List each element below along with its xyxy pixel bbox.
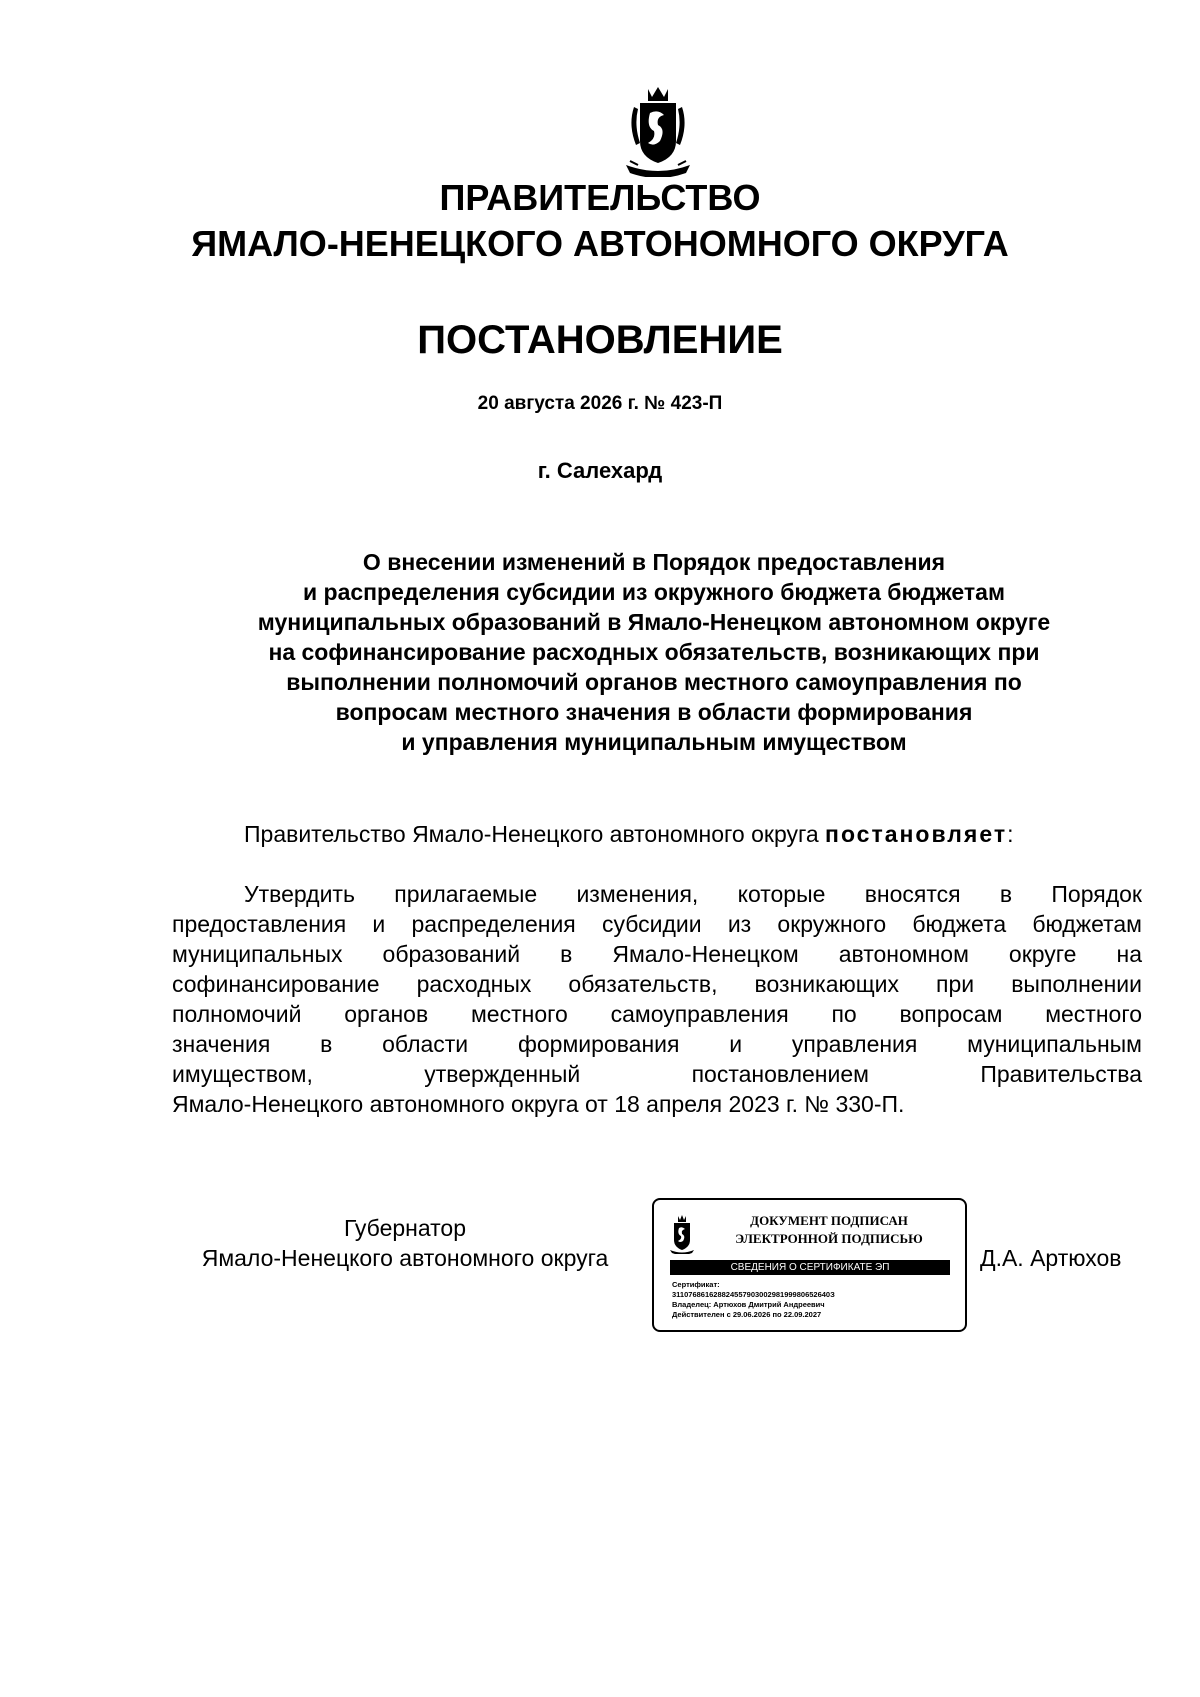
coat-of-arms-icon: [668, 1214, 696, 1254]
body-paragraph: [172, 879, 1142, 1119]
document-type: ПОСТАНОВЛЕНИЕ: [417, 318, 783, 362]
subject-line: муниципальных образований в Ямало-Ненецком автономном округе: [257, 609, 1051, 635]
decree-word: постановляет: [825, 821, 1008, 847]
stamp-certificate-bar: СВЕДЕНИЯ О СЕРТИФИКАТЕ ЭП: [670, 1260, 950, 1275]
preamble-colon: :: [1007, 821, 1014, 847]
body-line: Утвердить прилагаемые изменения, которые вносятся в Порядок: [244, 881, 1142, 907]
document-date-number: 20 августа 2026 г. № 423-П: [477, 393, 723, 414]
subject-line: выполнении полномочий органов местного самоуправления по: [286, 669, 1022, 695]
body-line: значения в области формирования и управления муниципальным: [172, 1031, 1142, 1057]
subject-line: и управления муниципальным имуществом: [401, 729, 907, 755]
government-title-line1: ПРАВИТЕЛЬСТВО: [439, 177, 761, 218]
signatory-title-line1: Губернатор: [343, 1215, 467, 1241]
preamble-text: Правительство Ямало-Ненецкого автономного округа: [244, 821, 826, 847]
stamp-certificate-number: 31107686162882455790300298199980652640З: [672, 1290, 835, 1299]
document-city: г. Салехард: [537, 458, 663, 483]
subject-line: на софинансирование расходных обязательств, возникающих при: [268, 639, 1040, 665]
signatory-title-line2: Ямало-Ненецкого автономного округа: [201, 1245, 609, 1271]
government-title-line2: ЯМАЛО-НЕНЕЦКОГО АВТОНОМНОГО ОКРУГА: [191, 223, 1009, 264]
document-subject: [170, 547, 1138, 757]
stamp-owner: Владелец: Артюхов Дмитрий Андреевич: [672, 1300, 825, 1309]
body-line: полномочий органов местного самоуправления по вопросам местного: [172, 1001, 1142, 1027]
stamp-certificate-label: Сертификат:: [672, 1280, 720, 1289]
subject-line: вопросам местного значения в области формирования: [335, 699, 973, 725]
subject-line: и распределения субсидии из окружного бюджета бюджетам: [302, 579, 1005, 605]
electronic-signature-stamp: [652, 1198, 967, 1332]
body-line: имуществом, утвержденный постановлением Правительства: [172, 1061, 1142, 1087]
coat-of-arms-icon: [622, 85, 694, 177]
preamble: [244, 819, 1013, 849]
body-line: муниципальных образований в Ямало-Ненецком автономном округе на: [172, 941, 1142, 967]
body-line: софинансирование расходных обязательств, возникающих при выполнении: [172, 971, 1142, 997]
body-line: предоставления и распределения субсидии из окружного бюджета бюджетам: [172, 911, 1142, 937]
subject-line: О внесении изменений в Порядок предоставления: [362, 549, 946, 575]
stamp-heading-line2: ЭЛЕКТРОННОЙ ПОДПИСЬЮ: [735, 1231, 923, 1246]
stamp-heading-line1: ДОКУМЕНТ ПОДПИСАН: [750, 1213, 908, 1228]
signatory-title: [172, 1213, 638, 1273]
signatory-name: Д.А. Артюхов: [980, 1245, 1122, 1271]
body-line: Ямало-Ненецкого автономного округа от 18 апреля 2023 г. № 330-П.: [172, 1091, 905, 1117]
stamp-validity: Действителен с 29.06.2026 по 22.09.2027: [672, 1310, 822, 1319]
